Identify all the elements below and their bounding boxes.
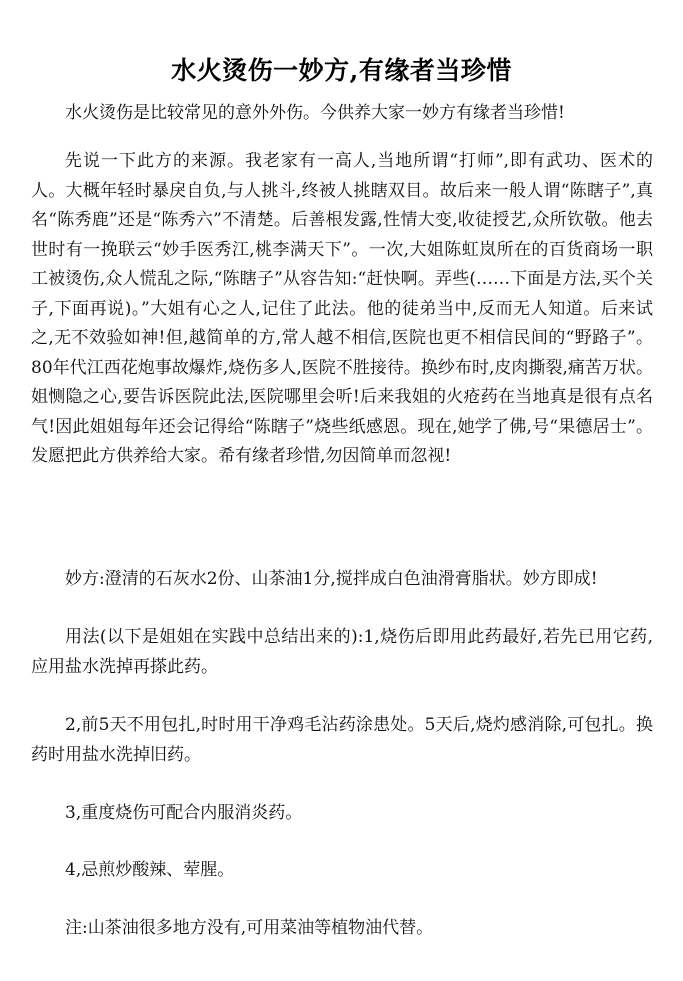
intro-paragraph: 水火烫伤是比较常见的意外外伤。今供养大家一妙方有缘者当珍惜! <box>65 103 565 123</box>
origin-story-paragraph: 先说一下此方的来源。我老家有一高人,当地所谓“打师”,即有武功、医术的人。大概年轻时暴戾自负,与人挑斗,终被人挑瞎双目。故后来一般人谓“陈瞎子”,真名“陈秀鹿”还是“陈秀六”不清楚。后善根发露,性情大变,收徒授艺,众所钦敬。他去世时有一挽联云“妙手医秀江,桃李满天下”。一次,大姐陈虹岚所在的百货商场一职工被烫伤,众人慌乱之际,“陈瞎子”从容告知:“赶快啊。弄些(……下面是方法,买个关子,下面再说)。”大姐有心之人,记住了此法。他的徒弟当中,反而无人知道。后来试之,无不效验如神!但,越简单的方,常人越不相信,医院也更不相信民间的“野路子”。80年代江西花炮事故爆炸,烧伤多人,医院不胜接待。换纱布时,皮肉撕裂,痛苦万状。姐恻隐之心,要告诉医院此法,医院哪里会听!后来我姐的火疮药在当地真是很有点名气!因此姐姐每年还会记得给“陈瞎子”烧些纸感恩。现在,她学了佛,号“果德居士”。发愿把此方供养给大家。希有缘者珍惜,勿因简单而忽视! <box>31 151 653 466</box>
recipe-paragraph: 妙方:澄清的石灰水2份、山茶油1分,搅拌成白色油滑膏脂状。妙方即成! <box>65 569 598 589</box>
note-paragraph: 注:山茶油很多地方没有,可用菜油等植物油代替。 <box>65 918 434 938</box>
usage-step-1-paragraph: 用法(以下是姐姐在实践中总结出来的):1,烧伤后即用此药最好,若先已用它药,应用盐水洗掉再搽此药。 <box>31 627 653 677</box>
document-title: 水火烫伤一妙方,有缘者当珍惜 <box>171 55 512 85</box>
usage-step-3-paragraph: 3,重度烧伤可配合内服消炎药。 <box>65 803 303 823</box>
usage-step-4-paragraph: 4,忌煎炒酸辣、荤腥。 <box>65 860 235 880</box>
usage-step-2-paragraph: 2,前5天不用包扎,时时用干净鸡毛沾药涂患处。5天后,烧灼感消除,可包扎。换药时用盐水洗掉旧药。 <box>31 715 653 765</box>
